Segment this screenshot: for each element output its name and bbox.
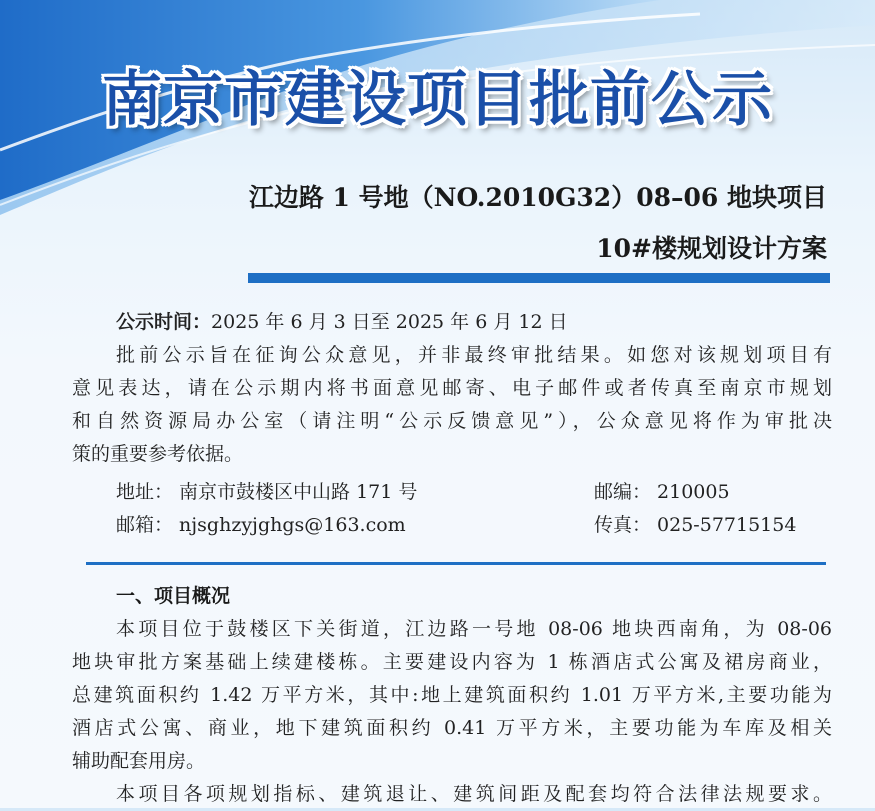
contact-postcode: 邮编： 210005 xyxy=(594,481,730,503)
notice-time-value: 2025 年 6 月 3 日至 2025 年 6 月 12 日 xyxy=(211,311,568,333)
banner-title: 南京市建设项目批前公示 xyxy=(102,65,773,135)
notice-paragraph-line: 批前公示旨在征询公众意见，并非最终审批结果。如您对该规划项目有 xyxy=(116,344,832,366)
notice-paragraph-line: 策的重要参考依据。 xyxy=(72,443,244,465)
section-divider-bar xyxy=(86,562,826,565)
project-title-line1: 江边路 1 号地（NO.2010G32）08–06 地块项目 xyxy=(248,183,827,212)
overview-paragraph-line: 总建筑面积约 1.42 万平方米，其中:地上建筑面积约 1.01 万平方米,主要功能为 xyxy=(72,684,832,706)
notice-paragraph-line: 意见表达，请在公示期内将书面意见邮寄、电子邮件或者传真至南京市规划 xyxy=(72,377,832,399)
contact-address: 地址： 南京市鼓楼区中山路 171 号 xyxy=(116,481,418,503)
notice-paragraph-line: 和自然资源局办公室（请注明“公示反馈意见”），公众意见将作为审批决 xyxy=(72,410,832,432)
notice-block xyxy=(72,306,832,471)
overview-paragraph-line: 本项目各项规划指标、建筑退让、建筑间距及配套均符合法律法规要求。 xyxy=(116,783,832,805)
contact-email[interactable]: 邮箱： njsghzyjghgs@163.com xyxy=(116,514,406,536)
overview-paragraph-line: 酒店式公寓、商业，地下建筑面积约 0.41 万平方米，主要功能为车库及相关 xyxy=(72,717,832,739)
overview-block xyxy=(72,613,832,811)
notice-time-line xyxy=(72,306,832,339)
overview-paragraph-line: 地块审批方案基础上续建楼栋。主要建设内容为 1 栋酒店式公寓及裙房商业， xyxy=(72,651,832,673)
overview-paragraph-line: 辅助配套用房。 xyxy=(72,750,206,772)
notice-time-label: 公示时间： xyxy=(116,311,212,333)
contact-fax: 传真： 025-57715154 xyxy=(594,514,797,536)
overview-paragraph-line: 本项目位于鼓楼区下关街道，江边路一号地 08-06 地块西南角，为 08-06 xyxy=(116,618,832,640)
project-title-line2: 10#楼规划设计方案 xyxy=(596,234,827,263)
title-divider-bar xyxy=(248,273,830,283)
section-heading-overview: 一、项目概况 xyxy=(116,585,231,607)
